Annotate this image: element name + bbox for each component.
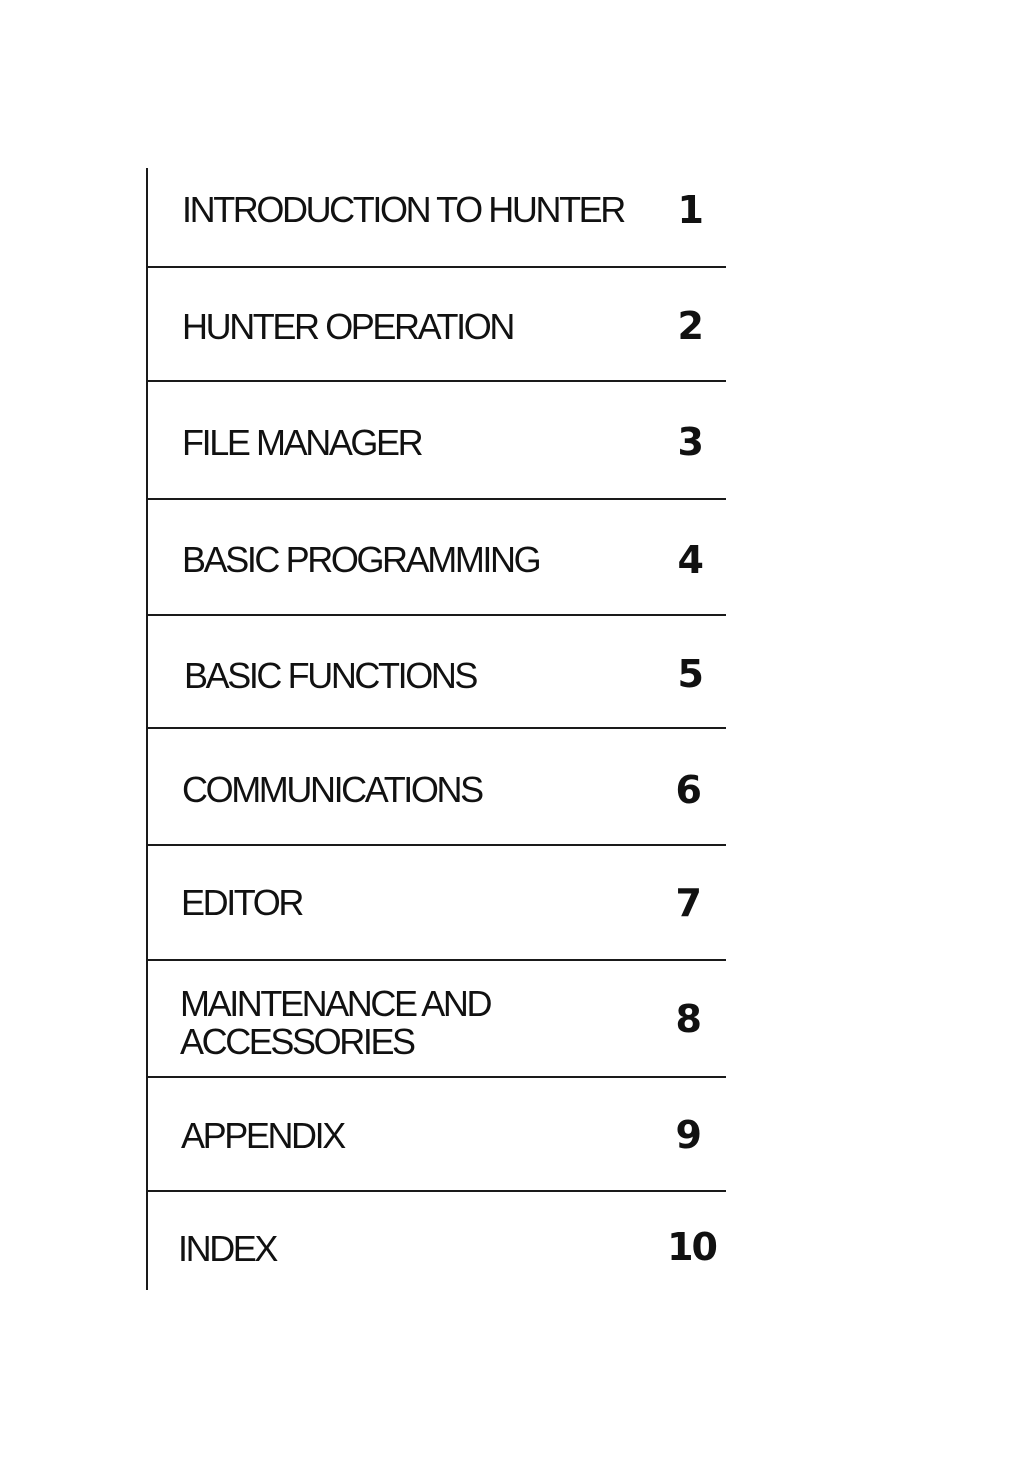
entry-number: 7 [675, 881, 700, 925]
entry-number: 9 [675, 1113, 700, 1157]
entry-number: 4 [677, 538, 702, 582]
entry-title: HUNTER OPERATION [182, 306, 513, 347]
entry-number: 6 [675, 768, 700, 812]
separator-line [146, 1190, 726, 1192]
separator-line [146, 1076, 726, 1078]
entry-number: 2 [677, 304, 702, 348]
separator-line [146, 266, 726, 268]
entry-number: 10 [667, 1225, 716, 1269]
left-rule [146, 168, 148, 1290]
entry-title: MAINTENANCE AND [180, 983, 491, 1024]
entry-title: EDITOR [181, 882, 302, 923]
entry-title: BASIC PROGRAMMING [182, 539, 540, 580]
entry-title: INDEX [178, 1228, 277, 1269]
separator-line [146, 844, 726, 846]
entry-title: FILE MANAGER [182, 422, 422, 463]
entry-title: COMMUNICATIONS [182, 769, 482, 810]
entry-title-line2: ACCESSORIES [180, 1021, 414, 1062]
separator-line [146, 614, 726, 616]
entry-number: 8 [675, 997, 700, 1041]
separator-line [146, 498, 726, 500]
entry-title: BASIC FUNCTIONS [184, 655, 477, 696]
entry-number: 3 [677, 420, 702, 464]
entry-title: INTRODUCTION TO HUNTER [182, 189, 624, 230]
separator-line [146, 727, 726, 729]
entry-number: 5 [677, 652, 702, 696]
entry-title: APPENDIX [181, 1115, 344, 1156]
separator-line [146, 959, 726, 961]
separator-line [146, 380, 726, 382]
entry-number: 1 [677, 188, 702, 232]
